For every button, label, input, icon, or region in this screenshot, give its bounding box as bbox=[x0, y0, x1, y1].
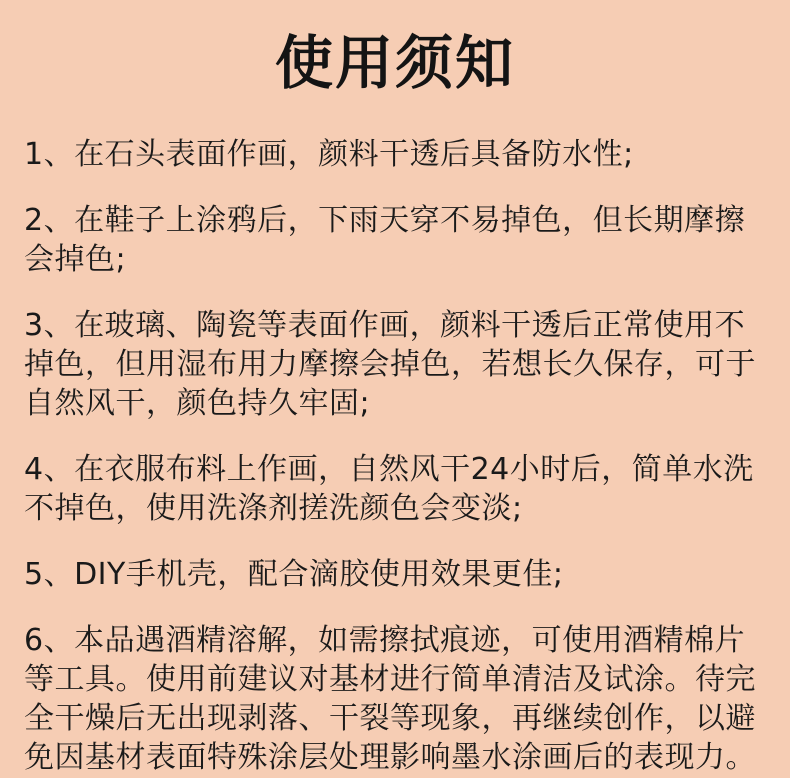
notice-item-5: 5、DIY手机壳，配合滴胶使用效果更佳; bbox=[24, 557, 564, 592]
notice-item-6: 6、本品遇酒精溶解，如需擦拭痕迹，可使用酒精棉片等工具。使用前建议对基材进行简单清洁及试涂。待完全干燥后无出现剥落、干裂等现象，再继续创作，以避免因基材表面特殊涂层处理影响墨水涂画后的表现力。 bbox=[24, 623, 756, 775]
notice-item-1: 1、在石头表面作画，颜料干透后具备防水性; bbox=[24, 137, 634, 172]
notice-item-4: 4、在衣服布料上作画，自然风干24小时后，简单水洗不掉色，使用洗涤剂搓洗颜色会变淡; bbox=[24, 452, 754, 526]
notice-list bbox=[24, 135, 772, 777]
page-title: 使用须知 bbox=[274, 29, 515, 97]
notice-item-3: 3、在玻璃、陶瓷等表面作画，颜料干透后正常使用不掉色，但用湿布用力摩擦会掉色，若想长久保存，可于自然风干，颜色持久牢固; bbox=[24, 308, 756, 421]
notice-item-2: 2、在鞋子上涂鸦后，下雨天穿不易掉色，但长期摩擦会掉色; bbox=[24, 203, 746, 277]
